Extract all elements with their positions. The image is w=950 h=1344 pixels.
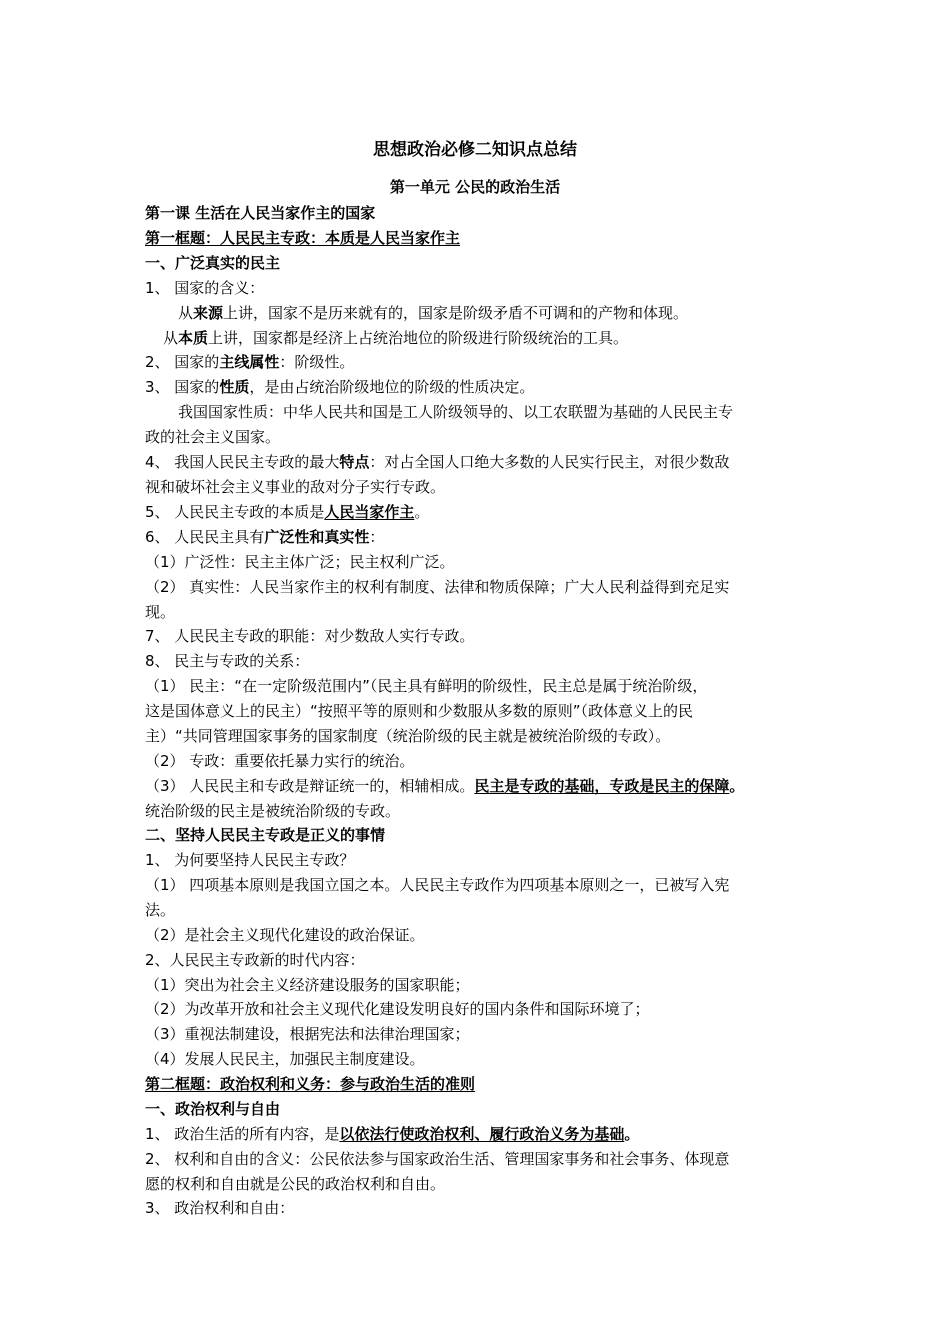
text-run: 4、 我国人民民主专政的最大 bbox=[145, 453, 340, 471]
paragraph bbox=[145, 375, 815, 400]
section-heading-1: 一、广泛真实的民主 bbox=[145, 254, 281, 272]
unit-heading-text: 第一单元 公民的政治生活 bbox=[389, 178, 561, 196]
unit-heading bbox=[0, 175, 950, 200]
paragraph: 2、人民民主专政新的时代内容： bbox=[145, 951, 365, 969]
paragraph: （2） 专政：重要依托暴力实行的统治。 bbox=[145, 752, 415, 770]
paragraph bbox=[163, 326, 833, 351]
paragraph bbox=[145, 525, 815, 550]
paragraph: 这是国体意义上的民主）“按照平等的原则和少数服从多数的原则”（政体意义上的民 bbox=[145, 702, 694, 720]
paragraph bbox=[145, 1122, 815, 1147]
paragraph bbox=[145, 500, 815, 525]
paragraph: （1） 四项基本原则是我国立国之本。人民民主专政作为四项基本原则之一，已被写入宪 bbox=[145, 876, 730, 894]
text-run: 民主是专政的基础，专政是民主的保障 bbox=[474, 777, 730, 795]
text-run: 广泛性和真实性 bbox=[264, 528, 370, 546]
paragraph: 3、 政治权利和自由： bbox=[145, 1199, 295, 1217]
section-heading-3: 一、政治权利与自由 bbox=[145, 1100, 281, 1118]
text-run: 6、 人民民主具有 bbox=[145, 528, 265, 546]
paragraph bbox=[145, 350, 815, 375]
text-run: 1、 政治生活的所有内容，是 bbox=[145, 1125, 340, 1143]
paragraph: （2）是社会主义现代化建设的政治保证。 bbox=[145, 926, 425, 944]
paragraph: 7、 人民民主专政的职能：对少数敌人实行专政。 bbox=[145, 627, 475, 645]
paragraph: 我国国家性质：中华人民共和国是工人阶级领导的、以工农联盟为基础的人民民主专 bbox=[178, 403, 734, 421]
paragraph: （2）为改革开放和社会主义现代化建设发明良好的国内条件和国际环境了； bbox=[145, 1000, 650, 1018]
paragraph bbox=[145, 450, 815, 475]
paragraph: 视和破坏社会主义事业的敌对分子实行专政。 bbox=[145, 478, 446, 496]
text-run: 从 bbox=[178, 304, 194, 322]
text-run: ：对占全国人口绝大多数的人民实行民主，对很少数敌 bbox=[369, 453, 730, 471]
paragraph: 1、 国家的含义： bbox=[145, 279, 265, 297]
text-run: 人民当家作主 bbox=[324, 503, 415, 521]
text-run: 。 bbox=[414, 503, 430, 521]
text-run: ：阶级性。 bbox=[279, 353, 355, 371]
paragraph: 政的社会主义国家。 bbox=[145, 428, 281, 446]
frame-heading-1: 第一框题：人民民主专政：本质是人民当家作主 bbox=[145, 229, 461, 247]
paragraph: （2） 真实性：人民当家作主的权利有制度、法律和物质保障；广大人民利益得到充足实 bbox=[145, 578, 730, 596]
text-run: 3、 国家的 bbox=[145, 378, 220, 396]
paragraph: 统治阶级的民主是被统治阶级的专政。 bbox=[145, 802, 401, 820]
paragraph: （4）发展人民民主，加强民主制度建设。 bbox=[145, 1050, 425, 1068]
text-run: 从 bbox=[163, 329, 179, 347]
text-run: 2、 国家的 bbox=[145, 353, 220, 371]
section-heading-2: 二、坚持人民民主专政是正义的事情 bbox=[145, 826, 386, 844]
paragraph: 法。 bbox=[145, 901, 176, 919]
text-run: 。 bbox=[624, 1125, 640, 1143]
text-run: 上讲，国家都是经济上占统治地位的阶级进行阶级统治的工具。 bbox=[208, 329, 629, 347]
text-run: 以依法行使政治权利、履行政治义务为基础 bbox=[339, 1125, 625, 1143]
paragraph bbox=[178, 301, 848, 326]
text-run: 上讲，国家不是历来就有的，国家是阶级矛盾不可调和的产物和体现。 bbox=[223, 304, 689, 322]
doc-title: 思想政治必修二知识点总结 bbox=[373, 140, 577, 160]
paragraph: 1、 为何要坚持人民民主专政？ bbox=[145, 851, 355, 869]
lesson-heading: 第一课 生活在人民当家作主的国家 bbox=[145, 204, 376, 222]
paragraph: 8、 民主与专政的关系： bbox=[145, 652, 310, 670]
text-run: 。 bbox=[729, 777, 745, 795]
paragraph bbox=[145, 774, 815, 799]
text-run: 来源 bbox=[193, 304, 224, 322]
paragraph: 2、 权利和自由的含义：公民依法参与国家政治生活、管理国家事务和社会事务、体现意 bbox=[145, 1150, 730, 1168]
text-run: 主线属性 bbox=[219, 353, 280, 371]
paragraph: （3）重视法制建设，根据宪法和法律治理国家； bbox=[145, 1025, 470, 1043]
paragraph: 现。 bbox=[145, 603, 176, 621]
text-run: （3） 人民民主和专政是辩证统一的，相辅相成。 bbox=[145, 777, 475, 795]
text-run: ： bbox=[369, 528, 385, 546]
text-run: 本质 bbox=[178, 329, 209, 347]
paragraph: 主）“共同管理国家事务的国家制度（统治阶级的民主就是被统治阶级的专政）。 bbox=[145, 727, 671, 745]
frame-heading-2: 第二框题：政治权利和义务：参与政治生活的准则 bbox=[145, 1075, 476, 1093]
text-run: 5、 人民民主专政的本质是 bbox=[145, 503, 325, 521]
paragraph: 愿的权利和自由就是公民的政治权利和自由。 bbox=[145, 1175, 446, 1193]
text-run: 性质 bbox=[219, 378, 250, 396]
paragraph: （1） 民主：“在一定阶级范围内”（民主具有鲜明的阶级性，民主总是属于统治阶级， bbox=[145, 677, 708, 695]
text-run: ，是由占统治阶级地位的阶级的性质决定。 bbox=[249, 378, 535, 396]
paragraph: （1）广泛性：民主主体广泛；民主权利广泛。 bbox=[145, 553, 455, 571]
paragraph: （1）突出为社会主义经济建设服务的国家职能； bbox=[145, 976, 470, 994]
text-run: 特点 bbox=[339, 453, 370, 471]
